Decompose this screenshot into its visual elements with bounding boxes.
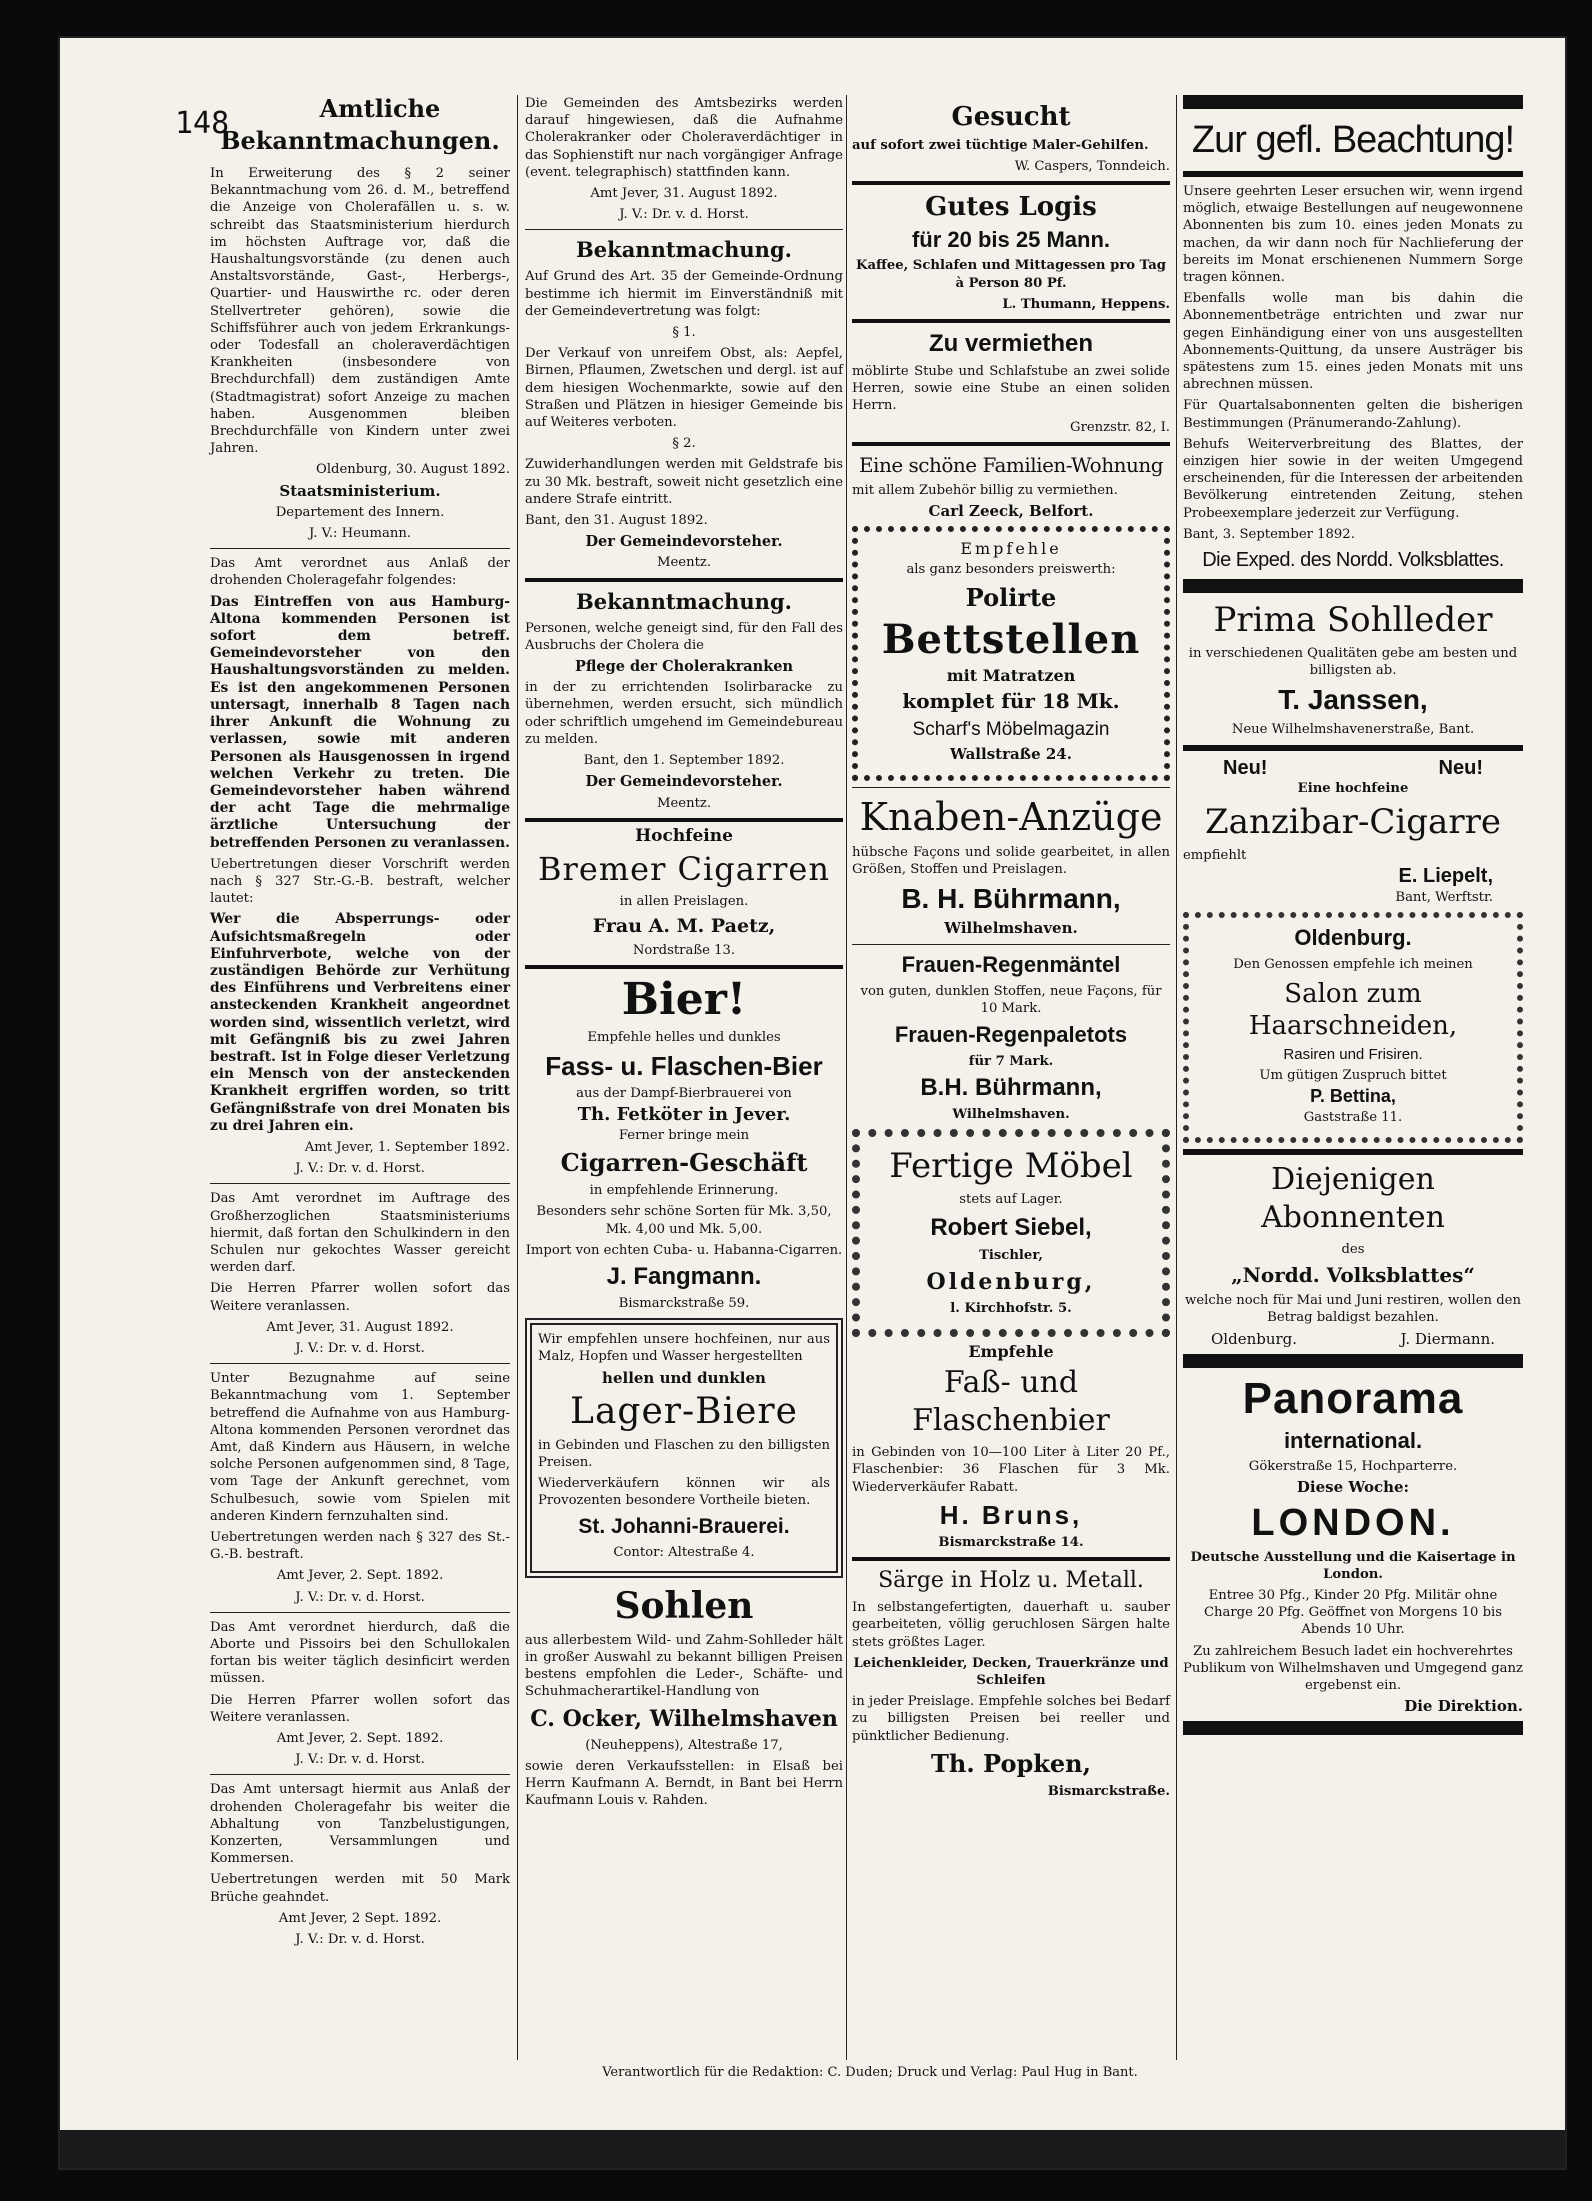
ad-line: in allen Preislagen. bbox=[619, 893, 749, 909]
ad-headline: Bettstellen bbox=[881, 615, 1141, 663]
ad-line: aus der Dampf-Bierbrauerei von bbox=[576, 1085, 792, 1101]
ad-line: als ganz besonders preiswerth: bbox=[906, 562, 1116, 578]
ad-headline: Zanzibar-Cigarre bbox=[1205, 801, 1501, 842]
ad-line: Oldenburg. bbox=[1211, 1330, 1298, 1349]
notice-signature: Departement des Innern. bbox=[275, 504, 445, 520]
ad-line: Bant, Werftstr. bbox=[1395, 890, 1493, 906]
notice-text: Die Herren Pfarrer wollen sofort das Weitere veranlassen. bbox=[210, 1692, 510, 1725]
ad-headline: Zu vermiethen bbox=[928, 330, 1094, 358]
notice-text: Uebertretungen werden mit 50 Mark Brüche geahndet. bbox=[210, 1872, 510, 1905]
ad-line: hellen und dunklen bbox=[602, 1368, 766, 1387]
ad-line: welche noch für Mai und Juni restiren, wollen den Betrag baldigst bezahlen. bbox=[1185, 1292, 1521, 1325]
ad-gesucht bbox=[852, 101, 1170, 175]
notice-text: Der Verkauf von unreifem Obst, als: Aepfel, Birnen, Pflaumen, Zwetschen und dergl. ist auf dem hiesigen Wochenmarkte, sowie auf den Straßen und Plätzen in hiesiger Gemeinde bis auf Weiteres verboten. bbox=[525, 346, 843, 431]
ad-name: P. Bettina, bbox=[1310, 1086, 1396, 1107]
ad-line: in Gebinden von 10—100 Liter à Liter 20 Pf., Flaschenbier: 36 Flaschen für 3 Mk. Wiederverkäufer Rabatt. bbox=[852, 1445, 1170, 1495]
notice-signature: Staatsministerium. bbox=[279, 481, 441, 500]
ad-name: Carl Zeeck, Belfort. bbox=[928, 502, 1094, 521]
ad-line: Zu zahlreichem Besuch ladet ein hochverehrtes Publikum von Wilhelmshaven und Umgegend ganz ergebenst ein. bbox=[1183, 1643, 1523, 1693]
black-bar bbox=[1183, 1149, 1523, 1155]
ad-headline: Eine schöne Familien-Wohnung bbox=[858, 452, 1164, 477]
ad-line: von guten, dunklen Stoffen, neue Façons, für 10 Mark. bbox=[860, 983, 1162, 1016]
ad-line: Ferner bringe mein bbox=[618, 1127, 750, 1143]
notice-date: Amt Jever, 2. Sept. 1892. bbox=[276, 1568, 444, 1584]
section-title: Bekanntmachungen. bbox=[220, 126, 500, 155]
ad-name: J. Diermann. bbox=[1400, 1330, 1495, 1349]
notice-signature: J. V.: Dr. v. d. Horst. bbox=[619, 207, 749, 223]
notice-signature: J. V.: Dr. v. d. Horst. bbox=[295, 1589, 425, 1605]
ad-headline: Sohlen bbox=[614, 1584, 754, 1627]
notice-date: Bant, 3. September 1892. bbox=[1183, 526, 1355, 542]
ad-line: Contor: Altestraße 4. bbox=[613, 1544, 755, 1560]
notice-heading: Zur gefl. Beachtung! bbox=[1191, 119, 1515, 161]
ad-headline: Knaben-Anzüge bbox=[859, 795, 1163, 840]
notice-text: Die Gemeinden des Amtsbezirks werden darauf hingewiesen, daß die Aufnahme Cholerakranker oder Choleraverdächtiger in das Sophienstift nur nach vorgängiger Anfrage (event. telegraphisch) stattfinden kann. bbox=[525, 96, 843, 180]
ad-headline: Prima Sohlleder bbox=[1213, 600, 1493, 641]
divider bbox=[852, 442, 1170, 446]
ad-line: Eine hochfeine bbox=[1297, 780, 1409, 796]
ad-line: (Neuheppens), Altestraße 17, bbox=[585, 1737, 783, 1753]
ad-line: „Nordd. Volksblattes“ bbox=[1231, 1262, 1475, 1287]
notice-signature: J. V.: Dr. v. d. Horst. bbox=[295, 1161, 425, 1177]
ad-line: Empfehle bbox=[968, 1342, 1054, 1362]
ad-headline: Oldenburg. bbox=[1294, 925, 1412, 951]
notice-signature: Meentz. bbox=[656, 555, 712, 571]
ad-faschenbier bbox=[852, 1343, 1170, 1551]
ad-line: Den Genossen empfehle ich meinen bbox=[1233, 957, 1473, 973]
ad-headline: Fertige Möbel bbox=[889, 1146, 1133, 1187]
notice-signature: Die Exped. des Nordd. Volksblattes. bbox=[1202, 549, 1504, 572]
divider bbox=[210, 548, 510, 549]
ad-headline: für 20 bis 25 Mann. bbox=[911, 227, 1111, 253]
ad-line: l. Kirchhofstr. 5. bbox=[950, 1300, 1072, 1316]
ad-line: Wiederverkäufern können wir als Provozenten besondere Vortheile bieten. bbox=[538, 1476, 830, 1509]
black-bar bbox=[1183, 171, 1523, 177]
notice-text: Zuwiderhandlungen werden mit Geldstrafe bis zu 30 Mk. bestraft, soweit nicht gesetzlich eine andere Strafe eintritt. bbox=[525, 457, 843, 507]
notice-date: Amt Jever, 31. August 1892. bbox=[590, 186, 778, 202]
notice-date: Bant, den 1. September 1892. bbox=[583, 753, 785, 769]
ad-name: Die Direktion. bbox=[1404, 1697, 1523, 1716]
ad-line: Wallstraße 24. bbox=[950, 744, 1072, 763]
notice-signature: J. V.: Dr. v. d. Horst. bbox=[295, 1752, 425, 1768]
paragraph-mark: § 2. bbox=[672, 436, 696, 452]
ad-headline: Frauen-Regenpaletots bbox=[894, 1022, 1128, 1048]
column-4 bbox=[1183, 95, 1523, 1741]
ad-headline: Särge in Holz u. Metall. bbox=[878, 1568, 1144, 1594]
ad-headline: Bremer Cigarren bbox=[538, 849, 830, 888]
ad-line: Hochfeine bbox=[635, 825, 733, 846]
ad-line: Deutsche Ausstellung und die Kaisertage in London. bbox=[1190, 1549, 1516, 1582]
notice-text: Unter Bezugnahme auf seine Bekanntmachung vom 1. September betreffend die Aufnahme von aus Hamburg-Altona kommenden Personen verordnet das Amt, daß Kindern aus Häusern, in welche solche Personen aufgenommen sind, 8 Tage, vom Tage der Ankunft gerechnet, vom Schulbesuch, sowie vom Spielen mit anderen Kindern fernzuhalten sind. bbox=[210, 1371, 510, 1524]
ad-name: Robert Siebel, bbox=[930, 1213, 1092, 1241]
column-rule bbox=[1176, 95, 1177, 2060]
divider bbox=[852, 1557, 1170, 1561]
ad-headline: Diejenigen Abonnenten bbox=[1261, 1161, 1445, 1235]
column-3 bbox=[852, 95, 1170, 1806]
ad-frauen-regenmaentel bbox=[852, 951, 1170, 1124]
divider bbox=[210, 1774, 510, 1775]
ad-headline: Panorama bbox=[1242, 1374, 1464, 1424]
ad-name: B. H. Bührmann, bbox=[901, 883, 1121, 915]
notice-text: In Erweiterung des § 2 seiner Bekanntmachung vom 26. d. M., betreffend die Anzeige von Cholerafällen u. s. w. schreibt das Staatsministerium hierdurch im höchsten Auftrage vor, daß die Haushaltungsvorstände (zu denen auch Anstaltsvorstände, Gast-, Herbergs-, Quartier- und Hauswirthe rc. oder deren Stellvertreter gehören), sowie die Schiffsführer auch von jedem Erkrankungs- oder Todesfall an choleraverdächtigen Krankheiten (insbesondere von Brechdurchfall) dem zuständigen Amte (Stadtmagistrat) sofort Anzeige zu machen haben. Ausgenommen bleiben Brechdurchfälle von Kindern unter zwei Jahren. bbox=[210, 166, 510, 457]
ad-line: in jeder Preislage. Empfehle solches bei Bedarf zu billigsten Preisen bei reeller und pünktlicher Bedienung. bbox=[852, 1694, 1170, 1744]
divider bbox=[525, 229, 843, 230]
notice-date: Amt Jever, 2 Sept. 1892. bbox=[278, 1910, 442, 1926]
ad-line: Um gütigen Zuspruch bittet bbox=[1259, 1067, 1447, 1083]
notice-text: Auf Grund des Art. 35 der Gemeinde-Ordnung bestimme ich hiermit im Einverständniß mit der Gemeindevertretung was folgt: bbox=[525, 269, 843, 319]
ad-headline: Fass- u. Flaschen-Bier bbox=[545, 1050, 823, 1081]
notice-text: Das Amt verordnet im Auftrage des Großherzoglichen Staatsministeriums hiermit, daß fortan den Schulkindern in den Schulen nur gekochtes Wasser gereicht werden darf. bbox=[210, 1191, 510, 1276]
ad-line: Wilhelmshaven. bbox=[952, 1107, 1070, 1123]
ad-abonnenten bbox=[1183, 1161, 1523, 1349]
notice-text: Behufs Weiterverbreitung des Blattes, der einzigen hier sowie in der weiten Umgegend erscheinenden, für die Interessen der arbeitenden Bevölkerung eintretenden Zeitung, stehen Probeexemplare jederzeit zur Verfügung. bbox=[1183, 436, 1523, 521]
ad-name: T. Janssen, bbox=[1278, 684, 1428, 716]
ad-line: Entree 30 Pfg., Kinder 20 Pfg. Militär ohne Charge 20 Pfg. Geöffnet von Morgens 10 bis Abends 10 Uhr. bbox=[1203, 1587, 1503, 1638]
black-bar bbox=[1183, 745, 1523, 751]
neu-row bbox=[1183, 757, 1523, 780]
notice-date: Bant, den 31. August 1892. bbox=[525, 513, 708, 529]
paragraph-mark: § 1. bbox=[672, 325, 696, 341]
black-bar bbox=[1183, 1354, 1523, 1368]
ad-knaben-anzuege bbox=[852, 794, 1170, 938]
ad-line: Neue Wilhelmshavenerstraße, Bant. bbox=[1231, 722, 1475, 738]
notice-date: Oldenburg, 30. August 1892. bbox=[316, 462, 510, 478]
ad-headline: Salon zum Haarschneiden, bbox=[1248, 978, 1458, 1041]
ad-panorama bbox=[1183, 1374, 1523, 1715]
ad-line: Leichenkleider, Decken, Trauerkränze und Schleifen bbox=[853, 1655, 1169, 1688]
divider bbox=[525, 818, 843, 822]
notice-signature: Der Gemeindevorsteher. bbox=[585, 773, 783, 791]
ad-name: B.H. Bührmann, bbox=[920, 1074, 1102, 1102]
ad-name: C. Ocker, Wilhelmshaven bbox=[530, 1705, 838, 1732]
notice-signature: Der Gemeindevorsteher. bbox=[585, 533, 783, 551]
column-2 bbox=[525, 95, 843, 1815]
ad-name: L. Thumann, Heppens. bbox=[1002, 296, 1170, 312]
ad-headline: Gesucht bbox=[951, 102, 1071, 132]
divider bbox=[852, 319, 1170, 323]
notice-text: Das Amt untersagt hiermit aus Anlaß der drohenden Choleragefahr bis weiter die Abhaltung von Tanzbelustigungen, Konzerten, Versammlungen und Kommersen. bbox=[210, 1782, 510, 1867]
ad-line: Polirte bbox=[965, 582, 1057, 612]
ad-line: Diese Woche: bbox=[1296, 1478, 1410, 1497]
ad-line: Oldenburg, bbox=[926, 1268, 1096, 1295]
black-bar bbox=[1183, 1721, 1523, 1735]
notice-text: Für Quartalsabonnenten gelten die bisherigen Bestimmungen (Pränumerando-Zahlung). bbox=[1183, 398, 1523, 431]
notice-date: Amt Jever, 31. August 1892. bbox=[266, 1319, 454, 1335]
column-rule bbox=[846, 95, 847, 2060]
notice-signature: J. V.: Heumann. bbox=[308, 526, 412, 542]
ad-line: international. bbox=[1283, 1428, 1423, 1454]
ad-headline: Cigarren-Geschäft bbox=[560, 1148, 808, 1178]
notice-text: Das Amt verordnet hierdurch, daß die Aborte und Pissoirs bei den Schullokalen fortan bis weiter täglich desinficirt werden müssen. bbox=[210, 1619, 510, 1687]
notice-heading: Bekanntmachung. bbox=[576, 588, 792, 614]
ad-name: Frau A. M. Paetz, bbox=[592, 915, 776, 938]
ad-familien-wohnung bbox=[852, 452, 1170, 520]
ad-line: Empfehle bbox=[960, 539, 1062, 559]
ad-lager-biere bbox=[525, 1318, 843, 1578]
notice-text: in der zu errichtenden Isolirbaracke zu übernehmen, werden ersucht, sich mündlich oder schriftlich umgehend im Gemeindebureau zu melden. bbox=[525, 680, 843, 747]
ad-name: J. Fangmann. bbox=[606, 1262, 762, 1290]
ad-line: empfiehlt bbox=[1183, 847, 1247, 863]
ad-prima-sohlleder bbox=[1183, 599, 1523, 739]
ad-salon-haarschneiden bbox=[1183, 912, 1523, 1142]
ad-line: Gaststraße 11. bbox=[1303, 1110, 1403, 1126]
notice-date: Amt Jever, 1. September 1892. bbox=[304, 1139, 510, 1155]
ad-zanzibar-cigarre bbox=[1183, 757, 1523, 907]
notice-text: Ebenfalls wolle man bis dahin die Abonnementbeträge entrichten und zwar nur gegen Einhändigung einer von uns ausgestellten Abonnements-Quittung, da unsere Austräger bis spätestens zum 15. eines jeden Monats mit uns abrechnen müssen. bbox=[1183, 291, 1523, 393]
signature-row bbox=[1183, 1330, 1523, 1348]
ad-line: In selbstangefertigten, dauerhaft u. sauber gearbeiteten, völlig geruchlosen Särgen halte stets größtes Lager. bbox=[852, 1600, 1170, 1650]
ad-headline: Gutes Logis bbox=[925, 192, 1097, 223]
notice-text: Unsere geehrten Leser ersuchen wir, wenn irgend möglich, etwaige Bestellungen auf neugewonnene Abonnenten bis zum 10. eines jeden Monats zu machen, da wir dann noch für Nachlieferung der bereits im Monat erschienenen Nummern Sorge tragen können. bbox=[1183, 184, 1523, 286]
ad-line: mit allem Zubehör billig zu vermiethen. bbox=[852, 482, 1118, 498]
ad-bettstellen bbox=[852, 526, 1170, 781]
ad-headline: Lager-Biere bbox=[570, 1390, 798, 1432]
ad-name: H. Bruns, bbox=[939, 1499, 1083, 1530]
black-bar bbox=[1183, 95, 1523, 109]
ad-line: Bismarckstraße 59. bbox=[618, 1295, 750, 1311]
ad-name: Grenzstr. 82, I. bbox=[1070, 419, 1170, 435]
notice-date: Amt Jever, 2. Sept. 1892. bbox=[276, 1731, 444, 1747]
ad-line: sowie deren Verkaufsstellen: in Elsaß bei Herrn Kaufmann A. Berndt, in Bant bei Herrn Kaufmann Louis v. Rahden. bbox=[525, 1758, 843, 1809]
divider bbox=[210, 1183, 510, 1184]
ad-line: hübsche Façons und solide gearbeitet, in allen Größen, Stoffen und Preislagen. bbox=[852, 845, 1170, 878]
black-bar bbox=[1183, 579, 1523, 593]
ad-gutes-logis bbox=[852, 191, 1170, 313]
divider bbox=[210, 1612, 510, 1613]
notice-text-bold: Das Eintreffen von aus Hamburg-Altona kommenden Personen ist sofort dem betreff. Gemeindevorsteher von den Haushaltungsvorständen zu melden. Es ist den angekommenen Personen untersagt, innerhalb 8 Tagen nach ihrer Ankunft die Wohnung zu verlassen, sowie mit anderen Personen als Hausgenossen in irgend welchen Verkehr zu treten. Die Gemeindevorsteher haben während der acht Tage die mehrmalige ärztliche Untersuchung der betreffenden Personen zu veranlassen. bbox=[210, 593, 510, 851]
ad-line: aus allerbestem Wild- und Zahm-Sohlleder hält in großer Auswahl zu bekannt billigen Preisen bestens empfohlen die Leder-, Schäfte- und Schuhmacherartikel-Handlung von bbox=[525, 1632, 843, 1700]
ad-name: E. Liepelt, bbox=[1398, 865, 1493, 888]
imprint-footer: Verantwortlich für die Redaktion: C. Duden; Druck und Verlag: Paul Hug in Bant. bbox=[602, 2065, 1138, 2080]
divider bbox=[525, 578, 843, 582]
ad-line: in verschiedenen Qualitäten gebe am besten und billigsten ab. bbox=[1188, 646, 1518, 679]
ad-name: St. Johanni-Brauerei. bbox=[578, 1514, 790, 1538]
notice-text: Die Herren Pfarrer wollen sofort das Weitere veranlassen. bbox=[210, 1281, 510, 1314]
ad-line: Empfehle helles und dunkles bbox=[587, 1030, 781, 1046]
ad-name: W. Caspers, Tonndeich. bbox=[1014, 159, 1170, 175]
ad-name: Th. Popken, bbox=[931, 1748, 1091, 1778]
notice-signature: J. V.: Dr. v. d. Horst. bbox=[295, 1341, 425, 1356]
column-1 bbox=[210, 95, 510, 1952]
ad-tag: Neu! bbox=[1438, 756, 1483, 779]
ad-sohlen bbox=[525, 1584, 843, 1810]
ad-line: Bismarckstraße 14. bbox=[938, 1534, 1084, 1550]
divider bbox=[852, 944, 1170, 945]
ad-bier bbox=[525, 975, 843, 1312]
ad-zu-vermiethen bbox=[852, 329, 1170, 436]
ad-headline: Faß- und Flaschenbier bbox=[912, 1365, 1110, 1439]
ad-line: Besonders sehr schöne Sorten für Mk. 3,50, Mk. 4,00 und Mk. 5,00. bbox=[536, 1204, 832, 1237]
ad-fertige-moebel bbox=[852, 1129, 1170, 1337]
ad-line: Wilhelmshaven. bbox=[944, 919, 1078, 938]
ad-line: in empfehlende Erinnerung. bbox=[589, 1183, 779, 1199]
notice-text-bold: Wer die Absperrungs- oder Aufsichtsmaßregeln oder Einfuhrverbote, welche von der zuständigen Behörde zur Verhütung des Einführens und Verbreitens einer ansteckenden Krankheit angeordnet worden sind, wissentlich verletzt, wird mit Gefängniß bis zu zwei Jahren bestraft. Ist in Folge dieser Verletzung ein Mensch von der ansteckenden Krankheit ergriffen worden, so tritt Gefängnißstrafe von drei Monaten bis zu drei Jahren ein. bbox=[210, 911, 510, 1134]
scan-bottom-edge bbox=[60, 2130, 1565, 2168]
notice-text: Das Amt verordnet aus Anlaß der drohenden Choleragefahr folgendes: bbox=[210, 556, 510, 589]
ad-line: für 7 Mark. bbox=[968, 1054, 1054, 1070]
ad-line: auf sofort zwei tüchtige Maler-Gehilfen. bbox=[852, 138, 1149, 153]
ad-line: Wir empfehlen unsere hochfeinen, nur aus Malz, Hopfen und Wasser hergestellten bbox=[538, 1332, 830, 1365]
ad-line: Nordstraße 13. bbox=[632, 943, 736, 959]
divider bbox=[852, 787, 1170, 788]
ad-line: mit Matratzen bbox=[946, 665, 1076, 685]
notice-text-bold: Pflege der Cholerakranken bbox=[574, 658, 794, 676]
ad-line: komplet für 18 Mk. bbox=[902, 688, 1120, 713]
column-rule bbox=[517, 95, 518, 2060]
ad-line: in Gebinden und Flaschen zu den billigsten Preisen. bbox=[538, 1437, 830, 1470]
divider bbox=[525, 965, 843, 969]
ad-line: Import von echten Cuba- u. Habanna-Cigarren. bbox=[525, 1242, 843, 1258]
ad-line: Tischler, bbox=[979, 1247, 1043, 1263]
ad-bremer-cigarren bbox=[525, 825, 843, 960]
notice-text: Personen, welche geneigt sind, für den Fall des Ausbruchs der Cholera die bbox=[525, 620, 843, 653]
ad-line: des bbox=[1341, 1241, 1365, 1257]
ad-tag: Neu! bbox=[1223, 756, 1268, 779]
notice-text: Uebertretungen werden nach § 327 des St.-G.-B. bestraft. bbox=[210, 1530, 510, 1563]
ad-headline: Bier! bbox=[621, 974, 747, 1026]
notice-text: Uebertretungen dieser Vorschrift werden nach § 327 Str.-G.-B. bestraft, welcher lautet: bbox=[210, 856, 510, 907]
notice-signature: J. V.: Dr. v. d. Horst. bbox=[295, 1932, 425, 1948]
ad-line: Kaffee, Schlafen und Mittagessen pro Tag à Person 80 Pf. bbox=[856, 258, 1166, 291]
page-number: 148 bbox=[175, 106, 230, 141]
ad-headline: LONDON. bbox=[1251, 1501, 1455, 1544]
ad-line: Gökerstraße 15, Hochparterre. bbox=[1248, 1459, 1458, 1475]
notice-heading: Bekanntmachung. bbox=[576, 237, 792, 263]
section-title: Amtliche bbox=[319, 94, 441, 123]
ad-line: stets auf Lager. bbox=[959, 1192, 1063, 1208]
ad-line: möblirte Stube und Schlafstube an zwei solide Herren, sowie eine Stube an einen soliden Herrn. bbox=[852, 364, 1170, 414]
divider bbox=[852, 181, 1170, 185]
divider bbox=[210, 1363, 510, 1364]
ad-name: Scharf's Möbelmagazin bbox=[912, 718, 1110, 740]
notice-signature: Meentz. bbox=[656, 795, 712, 811]
ad-name: Th. Fetköter in Jever. bbox=[577, 1103, 791, 1125]
ad-headline: Frauen-Regenmäntel bbox=[901, 951, 1121, 977]
ad-saerge bbox=[852, 1567, 1170, 1800]
ad-line: Rasiren und Frisiren. bbox=[1283, 1045, 1423, 1063]
ad-line: Bismarckstraße. bbox=[1047, 1783, 1170, 1799]
